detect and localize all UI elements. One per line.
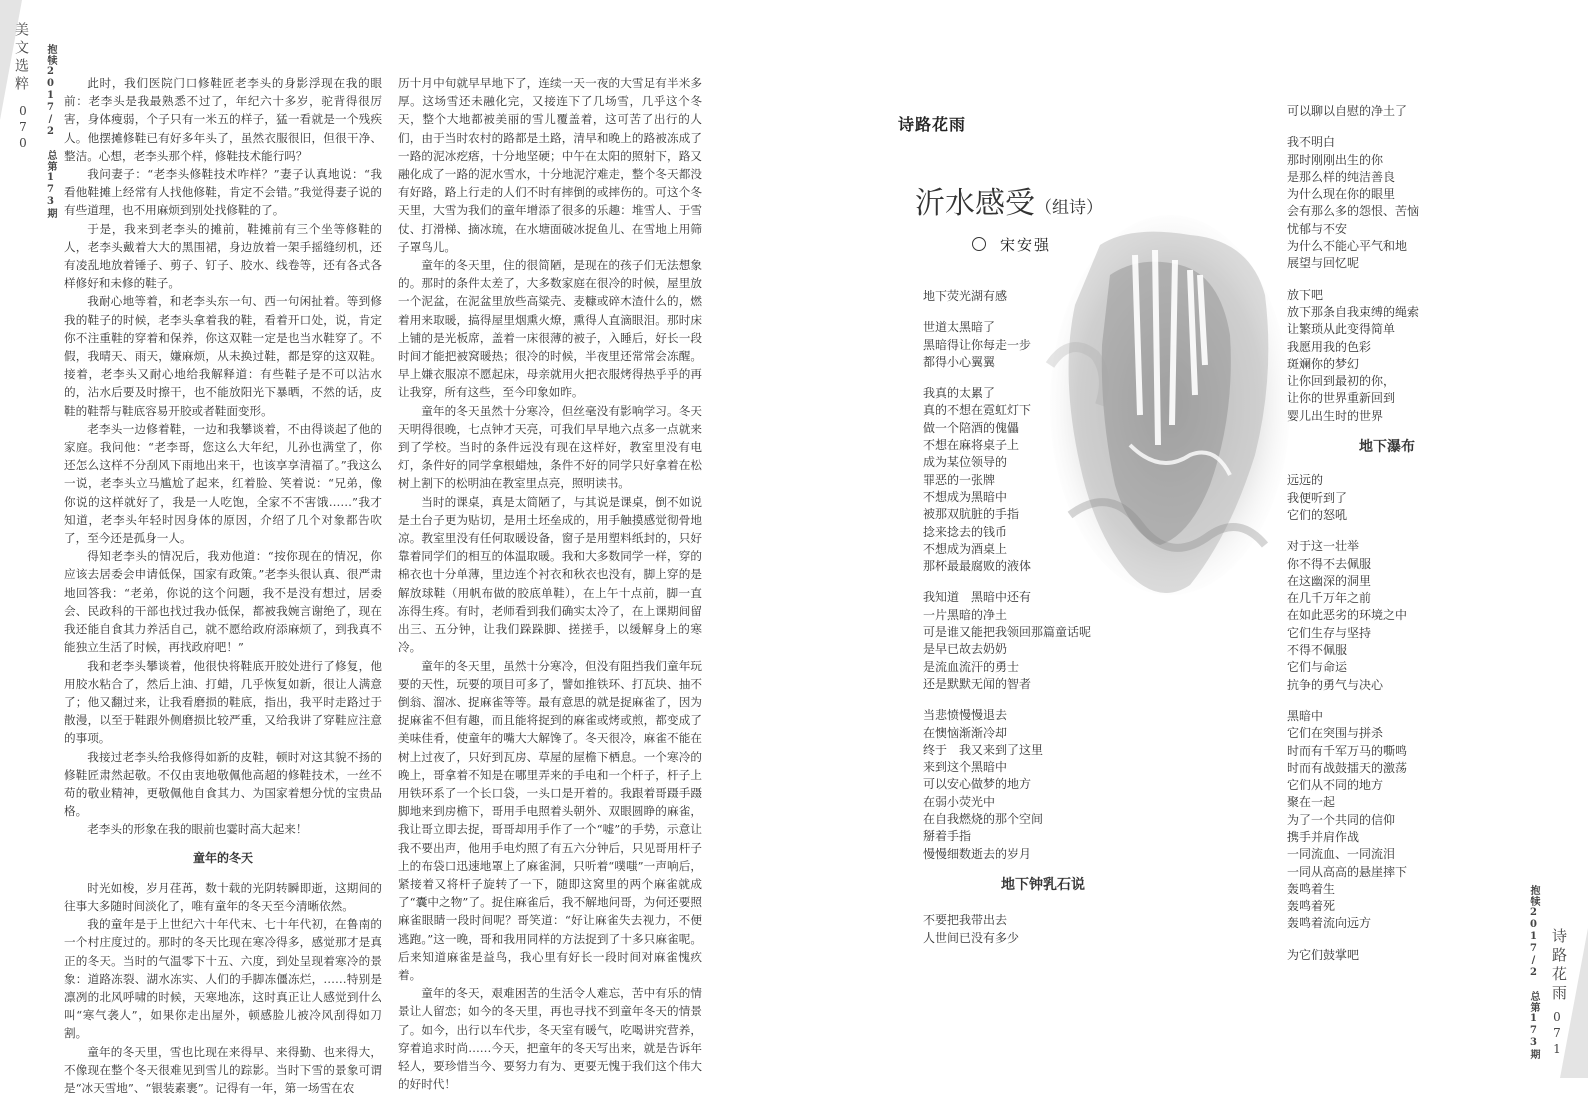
article-paragraph: 童年的冬天虽然十分寒冷，但丝毫没有影响学习。冬天天明得很晚，七点钟才天亮，可我们早早地六点多一点就来到了学校。当时的条件远没有现在这样好，教室里没有电灯，条件好的同学拿根蜡烛，条件不好的同学只好拿着在松树上割下的松明油在教室里点亮，照明读书。	[398, 403, 702, 491]
poem-line: 不得不佩服	[1287, 643, 1348, 658]
article-paragraph: 时光如梭，岁月荏苒，数十载的光阴转瞬即逝，这期间的往事大多随时间淡化了，唯有童年的冬天至今清晰依然。	[64, 880, 382, 913]
poem-line: 地下荧光湖有感	[923, 289, 1008, 303]
poem-line: 不想在麻将桌子上	[923, 438, 1020, 453]
poem-line: 是那么样的纯洁善良	[1287, 169, 1396, 184]
poem-title-main: 沂水感受	[915, 186, 1035, 221]
poem-line: 罪恶的一张牌	[923, 472, 996, 487]
poem-line: 它们与命运	[1287, 660, 1348, 675]
poem-stanza	[923, 288, 1163, 305]
poem-title-suffix: （组诗）	[1035, 198, 1103, 218]
page-number: 071	[1550, 1010, 1564, 1058]
poem-line: 来到这个黑暗中	[923, 760, 1008, 775]
poem-line: 对于这一壮举	[1287, 539, 1360, 554]
article-paragraph: 我接过老李头给我修得如新的皮鞋，顿时对这其貌不扬的修鞋匠肃然起敬。不仅由衷地敬佩他高超的修鞋技术，一丝不苟的敬业精神，更敬佩他自食其力、为国家着想分忧的宝贵品格。	[64, 749, 382, 819]
poem-line: 不想成为酒桌上	[923, 541, 1008, 556]
poem-line: 放下吧	[1287, 287, 1324, 302]
poem-section-2	[923, 912, 1163, 947]
poem-line: 还是默默无闻的智者	[923, 676, 1032, 691]
poem-line: 在如此恶劣的环境之中	[1287, 608, 1408, 623]
article-paragraph: 老李头的形象在我的眼前也霎时高大起来！	[87, 822, 308, 837]
poem-line: 我知道 黑暗中还有	[923, 590, 1032, 605]
poem-line: 聚在一起	[1287, 795, 1336, 810]
poem-line: 为了一个共同的信仰	[1287, 812, 1396, 827]
poem-line: 我愿用我的色彩	[1287, 339, 1372, 354]
poem-line: 那杯最最腐败的液体	[923, 559, 1032, 574]
poem-line: 黑暗得让你每走一步	[923, 337, 1032, 352]
article-paragraph: 当时的课桌，真是太简陋了，与其说是课桌，倒不如说是土台子更为贴切，是用土坯垒成的，用手触摸感觉彻骨地凉。教室里没有任何取暖设备，窗子是用塑料纸封的，只好靠着同学们的相互的体温取暖。我和大多数同学一样，穿的棉衣也十分单薄，里边连个衬衣和秋衣也没有，脚上穿的是解放球鞋（用帆布做的胶底单鞋），在上午十点前，脚一直冻得生疼。有时，老师看到我们确实太冷了，在上课期间留出三、五分钟，让我们跺跺脚、搓搓手，以缓解身上的寒冷。	[398, 494, 702, 655]
section-name-vertical: 美文选粹	[13, 22, 29, 94]
poem-line: 不想成为黑暗中	[923, 489, 1008, 504]
article-column-1	[64, 74, 382, 1097]
poem-line: 轰鸣着死	[1287, 899, 1336, 914]
article-column-2	[398, 74, 702, 1093]
poem-section-1	[923, 288, 1163, 863]
poem-line: 是流血流汗的勇士	[923, 659, 1020, 674]
poem-stanza	[1287, 134, 1487, 272]
article-paragraph: 我耐心地等着，和老李头东一句、西一句闲扯着。等到修我的鞋子的时候，老李头拿着我的鞋，看着开口处，说，肯定你不注重鞋的穿着和保养，你这双鞋一定是也当水鞋穿了。不假，我晴天、雨天，嫌麻烦，从未换过鞋，都是穿的这双鞋。接着，老李头又耐心地给我解释道：有些鞋子是不可以沾水的，沾水后要及时擦干，也不能放阳光下暴晒，不然的话，皮鞋的鞋帮与鞋底容易开胶或者鞋面变形。	[64, 294, 382, 418]
poem-line: 携手并肩作战	[1287, 829, 1360, 844]
article-paragraph: 童年的冬天里，住的很简陋，是现在的孩子们无法想象的。那时的条件太差了，大多数家庭在很冷的时候，屋里放一个泥盆，在泥盆里放些高粱壳、麦糠或碎木渣什么的，燃着用来取暖，搞得屋里烟熏火燎，熏得人直滴眼泪。那时床上铺的是光板席，盖着一床很薄的被子，入睡后，好长一段时间才能把被窝暖热；很冷的时候，半夜里还常常会冻醒。早上嫌衣服凉不愿起床，母亲就用火把衣服烤得热乎乎的再让我穿，所有这些，至今印象如昨。	[398, 258, 702, 400]
circle-icon	[972, 237, 986, 251]
poem-line: 是早已故去奶奶	[923, 642, 1008, 657]
poem-line: 一同流血、一同流泪	[1287, 847, 1396, 862]
article-paragraph: 童年的冬天里，虽然十分寒冷，但没有阻挡我们童年玩要的天性，玩要的项目可多了，譬如推铁环、打瓦块、抽不倒翁、溜冰、捉麻雀等等。最有意思的就是捉麻雀了，因为捉麻雀不但有趣，而且能将捉到的麻雀或烤或煎，都变成了美味佳肴，使童年的嘴大大解馋了。冬天很冷，麻雀不能在树上过夜了，只好到瓦房、草屋的屋檐下栖息。一个寒冷的晚上，哥拿着不知是在哪里弄来的手电和一个杆子，杆子上用铁环系了一个长口袋，一头口是开着的。我跟着哥蹑手蹑脚地来到房檐下，哥用手电照着头朝外、双眼圆睁的麻雀，我让哥立即去捉，哥哥却用手作了一个“嘘”的手势，示意让我不要出声，他用手电灼照了有五六分钟后，只见哥用杆子上的布袋口迅速地罩上了麻雀洞，只听着“噗嗤”一声响后，紧接着又将杆子旋转了一下，随即这窝里的两个麻雀就成了“囊中之物”了。捉住麻雀后，我不解地问哥，为何还要照麻雀眼睛一段时间呢？哥笑道：“好让麻雀失去视力，不便逃跑。”这一晚，哥和我用同样的方法捉到了十多只麻雀呢。后来知道麻雀是益鸟，我心里有好长一段时间对麻雀愧疚着。	[398, 658, 702, 982]
poem-line: 一片黑暗的净土	[923, 607, 1008, 622]
article-paragraph: 我和老李头攀谈着，他很快将鞋底开胶处进行了修复，他用胶水粘合了，然后上油、打蜡，几乎恢复如新，很让人满意了；他又翻过来，让我看磨损的鞋底，指出，我平时走路过于散漫，以至于鞋跟外侧磨损比较严重，又给我讲了穿鞋应注意的事项。	[64, 658, 382, 746]
poem-line: 让你的世界重新回到	[1287, 391, 1396, 406]
poem-stanza	[1287, 103, 1487, 120]
poem-stanza	[923, 707, 1163, 863]
poem-line: 可以安心做梦的地方	[923, 777, 1032, 792]
poem-line: 当悲愤慢慢退去	[923, 708, 1008, 723]
article-paragraph: 老李头一边修着鞋，一边和我攀谈着，不由得谈起了他的家庭。我问他：“老李哥，您这么大年纪，儿孙也满堂了，你还怎么这样不分刮风下雨地出来干，也该享享清福了。”我这么一说，老李头立马尴尬了起来，红着脸、笑着说：“兄弟，像你说的这样就好了，我是一人吃饱，全家不不害饿……”我才知道，老李头年轻时因身体的原因，介绍了几个对象都告吹了，至今还是孤身一人。	[64, 421, 382, 546]
poem-line: 它们生存与坚持	[1287, 625, 1372, 640]
poem-stanza	[923, 319, 1163, 371]
poem-line: 抗争的勇气与决心	[1287, 677, 1384, 692]
article-subheading: 童年的冬天	[192, 850, 253, 865]
poem-line: 人世间已没有多少	[923, 930, 1020, 945]
poem-line: 成为某位领导的	[923, 455, 1008, 470]
article-paragraph: 历十月中旬就早早地下了，连续一天一夜的大雪足有半米多厚。这场雪还未融化完，又接连下了几场雪，几乎这个冬天，整个大地都被美丽的雪儿覆盖着，这可苦了出行的人们，由于当时农村的路都是土路，清早和晚上的路被冻成了一路的泥冰疙瘩，十分地坚硬；中午在太阳的照射下，路又融化成了一路的泥水雪水，十分地泥泞难走，整个冬天都没有好路，路上行走的人们不时有摔倒的或摔伤的。可这个冬天里，大雪为我们的童年增添了很多的乐趣：堆雪人、于雪仗、打滑梯、摘冰琉，在水塘面破冰捉鱼儿、在雪地上用筛子罩鸟儿。	[398, 76, 702, 254]
poem-line: 一同从高高的悬崖摔下	[1287, 864, 1408, 879]
poem-line: 在这幽深的洞里	[1287, 573, 1372, 588]
poem-line: 婴儿出生时的世界	[1287, 408, 1384, 423]
poem-section-3	[1287, 472, 1487, 964]
poem-line: 会有那么多的怨恨、苦恼	[1287, 204, 1420, 219]
poem-line: 掰着手指	[923, 829, 972, 844]
poem-stanza	[923, 912, 1163, 947]
poem-line: 为它们鼓掌吧	[1287, 947, 1360, 962]
poem-column-1	[923, 288, 1163, 961]
poem-line: 我不明白	[1287, 135, 1336, 150]
poem-stanza	[923, 385, 1163, 575]
poem-line: 做一个陪酒的傀儡	[923, 420, 1020, 435]
poem-line: 世道太黑暗了	[923, 320, 996, 335]
poem-line: 为什么现在你的眼里	[1287, 187, 1396, 202]
poem-line: 斑斓你的梦幻	[1287, 356, 1360, 371]
poem-stanza	[1287, 538, 1487, 694]
poem-line: 终于 我又来到了这里	[923, 742, 1044, 757]
poem-line: 让繁琐从此变得简单	[1287, 322, 1396, 337]
poem-line: 时而有战鼓擂天的激荡	[1287, 760, 1408, 775]
poem-line: 不要把我带出去	[923, 913, 1008, 928]
article-paragraph: 我的童年是于上世纪六十年代末、七十年代初，在鲁南的一个村庄度过的。那时的冬天比现在寒冷得多，感觉那才是真正的冬天。当时的气温零下十五、六度，到处呈现着寒冷的景象：道路冻裂、湖水冻实、人们的手脚冻僵冻烂，……特别是凛冽的北风呼啸的时候，天寒地冻，这时真正让人感觉到什么叫“寒气袭人”，如果你走出屋外，顿感脸儿被冷风刮得如刀割。	[64, 917, 382, 1041]
poem-stanza	[1287, 708, 1487, 933]
poem-line: 远远的	[1287, 473, 1324, 488]
poem-line: 展望与回忆呢	[1287, 256, 1360, 271]
section-name-vertical: 诗路花雨	[1550, 928, 1568, 1004]
poem-line: 我便听到了	[1287, 490, 1348, 505]
poem-stanza	[1287, 287, 1487, 425]
poem-stanza	[1287, 472, 1487, 524]
article-paragraph: 童年的冬天里，雪也比现在来得早、来得勤、也来得大，不像现在整个冬天很难见到雪儿的踪影。当时下雪的景象可谓是“冰天雪地”、“银装素裹”。记得有一年，第一场雪在农	[64, 1044, 382, 1095]
poem-line: 它们在突围与拼杀	[1287, 726, 1384, 741]
poem-section-2-continued	[1287, 103, 1487, 425]
article-paragraph: 童年的冬天，艰难困苦的生活令人难忘，苦中有乐的情景让人留恋；如今的冬天里，再也寻找不到童年冬天的情景了。如今，出行以车代步，冬天室有暖气，吃喝讲究营养，穿着追求时尚……今天，把童年的冬天写出来，就是告诉年轻人，要珍惜当今、要努力有为、更要无愧于我们这个伟大的好时代！	[398, 986, 702, 1092]
poem-line: 它们的怒吼	[1287, 507, 1348, 522]
poet-name: 宋安强	[1000, 236, 1052, 254]
article-paragraph: 此时，我们医院门口修鞋匠老李头的身影浮现在我的眼前：老李头是我最熟悉不过了，年纪六十多岁，驼背得很厉害，身体瘦弱，个子只有一米五的样子，猛一看就是一个残疾人。他摆摊修鞋已有好多年头了，虽然衣服很旧，但很干净、整洁。心想，老李头那个样，修鞋技术能行吗？	[64, 76, 382, 163]
article-paragraph: 于是，我来到老李头的摊前，鞋摊前有三个坐等修鞋的人，老李头戴着大大的黑围裙，身边放着一架手摇缝纫机，还有凌乱地放着锤子、剪子、钉子、胶水、线卷等，还有各式各样修好和未修的鞋子。	[64, 221, 382, 291]
poem-line: 捻来捻去的钱币	[923, 524, 1008, 539]
poem-line: 在几千万年之前	[1287, 591, 1372, 606]
poem-line: 可是谁又能把我领回那篇童话呢	[923, 625, 1092, 640]
poem-subtitle-2: 地下钟乳石说	[1001, 876, 1085, 893]
poem-line: 你不得不去佩服	[1287, 556, 1372, 571]
poem-line: 时而有千军万马的嘶鸣	[1287, 743, 1408, 758]
poem-line: 都得小心翼翼	[923, 354, 996, 369]
poem-line: 那时刚刚出生的你	[1287, 152, 1384, 167]
poem-stanza	[1287, 947, 1487, 964]
poem-line: 黑暗中	[1287, 708, 1324, 723]
poem-line: 它们从不同的地方	[1287, 778, 1384, 793]
poem-column-2	[1287, 103, 1487, 978]
poem-line: 被那双肮脏的手指	[923, 507, 1020, 522]
poem-line: 轰鸣着流向远方	[1287, 916, 1372, 931]
poem-line: 忧郁与不安	[1287, 221, 1348, 236]
poem-line: 可以聊以自慰的净土了	[1287, 104, 1408, 118]
poem-line: 为什么不能心平气和地	[1287, 239, 1408, 254]
section-header: 诗路花雨	[898, 115, 967, 134]
poem-line: 在弱小荧光中	[923, 794, 996, 809]
poem-line: 在自我燃烧的那个空间	[923, 812, 1044, 827]
poem-stanza	[923, 589, 1163, 693]
issue-line: 抱犊2017/2 总第173期	[45, 44, 56, 219]
left-page	[0, 0, 794, 1095]
poem-line: 在懊恼渐渐冷却	[923, 725, 1008, 740]
poem-subtitle-3: 地下瀑布	[1359, 439, 1415, 456]
poem-line: 让你回到最初的你，	[1287, 374, 1396, 389]
poem-line: 慢慢细数逝去的岁月	[923, 846, 1032, 861]
issue-line: 抱犊2017/2 总第173期	[1528, 885, 1539, 1060]
article-paragraph: 我问妻子：“老李头修鞋技术咋样？”妻子认真地说：“我看他鞋摊上经常有人找他修鞋，肯定不会错。”我觉得妻子说的有些道理，也不用麻烦到别处找修鞋的了。	[64, 167, 382, 218]
article-paragraph: 得知老李头的情况后，我劝他道：“按你现在的情况，你应该去居委会申请低保，国家有政策。”老李头很认真、很严肃地回答我：“老弟，你说的这个问题，我不是没有想过，居委会、民政科的干部也找过我办低保，都被我婉言谢绝了，现在我还能自食其力养活自己，就不愿给政府添麻烦了，到我真不能独立生活了时候，再找政府吧！”	[64, 549, 382, 655]
poem-line: 真的不想在霓虹灯下	[923, 403, 1032, 418]
poem-line: 我真的太累了	[923, 386, 996, 401]
poem-line: 放下那条自我束缚的绳索	[1287, 304, 1420, 319]
poem-line: 轰鸣着生	[1287, 881, 1336, 896]
page-number: 070	[16, 104, 30, 152]
